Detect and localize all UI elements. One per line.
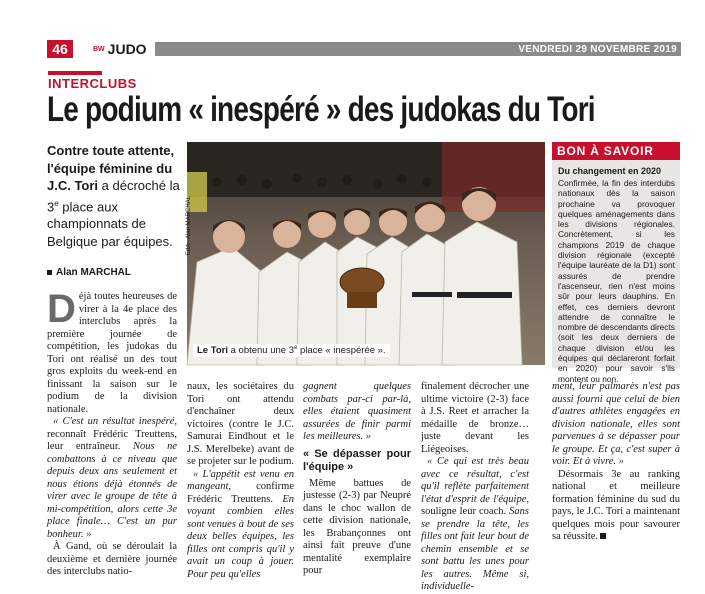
caption-end: place « inespérée ».: [297, 345, 386, 357]
article-column-4: [421, 381, 529, 594]
info-box-heading: BON À SAVOIR: [552, 142, 680, 160]
col3-paragraph-1: gagnent quelques combats par-ci par-là, elles étaient quasiment assurées de finir parmi les meilleures. »: [303, 381, 411, 442]
article-column-3: [303, 381, 411, 578]
col2-paragraph-2: « L'appétit est venu en mangeant, confirme Frédéric Treuttens. En voyant combien elles sont venues à bout de ses deux belles équipes, les filles ont compris qu'il y avait un coup à jouer. Pour peu qu'elles: [187, 468, 294, 580]
photo-credit: EdA - Alan MARCHAL: [186, 195, 192, 255]
col5-paragraph-1: ment, leur palmarès n'est pas aussi fourni que celui de bien d'autres athlètes engagées en division nationale, elles sont parvenues à se dépasser pour le groupe. Et ça, c'est super à voir. Et à vivre. »: [552, 381, 680, 467]
page-header: [47, 40, 681, 58]
intertitle: « Se dépasser pour l'équipe »: [303, 447, 411, 473]
issue-date: VENDREDI 29 NOVEMBRE 2019: [518, 43, 677, 55]
brand-label: BW: [93, 45, 105, 53]
caption-text: a obtenu une 3: [227, 345, 295, 357]
byline: [47, 267, 131, 278]
team-photo-illustration: [187, 142, 545, 365]
lead-bold: Contre toute attente, l'équipe féminine du J.C. Tori: [47, 143, 175, 193]
caption-bold: Le Tori: [197, 345, 228, 357]
lead-text-2: place aux championnats de Belgique par équipes.: [47, 198, 173, 249]
lead-sup: e: [54, 198, 59, 208]
byline-author: Alan MARCHAL: [56, 267, 131, 278]
info-box-subheading: Du changement en 2020: [558, 166, 662, 176]
caption-sup: e: [294, 345, 298, 351]
kicker-text: INTERCLUBS: [48, 76, 137, 91]
article-lead: [47, 142, 187, 250]
col3-paragraph-2: Même battues de justesse (2-3) par Neupré dans le choc wallon de cette division nationale, les Brabançonnes ont ainsi fait preuve d'une mentalité exemplaire pour: [303, 477, 411, 576]
info-box: [552, 142, 680, 384]
col4-paragraph-1: finalement décrocher une ultime victoire (2-3) face à J.S. Reet et arracher la médaille de bronze… juste devant les Liégeoises.: [421, 381, 529, 455]
article-column-5: [552, 381, 680, 544]
section-label: JUDO: [107, 41, 147, 57]
info-box-text: Confirmée, la fin des interdubs nationaux dès la saison prochaine va provoquer quelques aménagements dans les divisions régionales. Concrètement, si les champions 2019 de chaque division régionale (excepté l'équipe lauréate de la D1) sont assurés de prendre l'ascenseur, rien n'est moins sûr pour leurs dauphins. En effet, ces derniers devront attendre de connaître le nombre de descendants directs (soit les deux derniers de chaque division et/ou les équipes qui déclareront forfait en 2020) pour savoir s'ils montent ou non.: [558, 178, 675, 384]
col1-paragraph-1: éjà toutes heureuses de virer à la 4e place des interclubs après la première journée de compétition, les judokas du Tori ont réalisé un des tout gros exploits du week-end en finissant la saison sur le podium de la division nationale.: [47, 291, 177, 415]
page-number: 46: [47, 40, 73, 58]
col4-paragraph-2: « Ce qui est très beau avec ce résultat, c'est qu'il reflète parfaitement l'état d'esprit de l'équipe, souligne leur coach. Sans se prendre la tête, les filles ont fait leur bout de chemin ensemble et se sont battu les unes pour les autres. Même si, individuelle-: [421, 456, 529, 592]
col1-paragraph-3: À Gand, où se déroulait la deuxième et dernière journée des interclubs natio-: [47, 541, 177, 577]
byline-square: [47, 270, 52, 275]
lead-text-1: a décroché la 3: [47, 178, 180, 214]
article-column-2: [187, 381, 294, 581]
col2-paragraph-1: naux, les sociétaires du Tori ont attendu d'enchaîner deux victoires (contre le J.C. Samurai Eindhout et le J.S. Merelbeke) avant de se projeter sur le podium.: [187, 381, 295, 467]
col1-paragraph-2: « C'est un résultat inespéré, reconnaît Frédéric Treuttens, leur entraîneur. Nous ne combattons à ce niveau que depuis deux ans seulement et nous étions déjà étonnés de virer avec le groupe de tête à mi-compétition, alors cette 3e place finale… C'est un pur bonheur. »: [47, 416, 178, 540]
header-date-bar: [155, 42, 681, 56]
kicker: [48, 76, 137, 91]
col5-paragraph-2: Désormais 3e au ranking national et meilleure formation féminine du sud du pays, le J.C. Tori a maintenant quelques mois pour savourer sa réussite.: [552, 468, 680, 542]
end-mark: [600, 533, 606, 539]
article-column-1: [47, 287, 178, 579]
article-photo: [187, 142, 545, 365]
drop-cap: D: [47, 287, 76, 331]
article-title: Le podium « inespéré » des judokas du Tori: [47, 90, 595, 129]
photo-caption: [193, 344, 390, 357]
kicker-rule: [48, 71, 102, 75]
